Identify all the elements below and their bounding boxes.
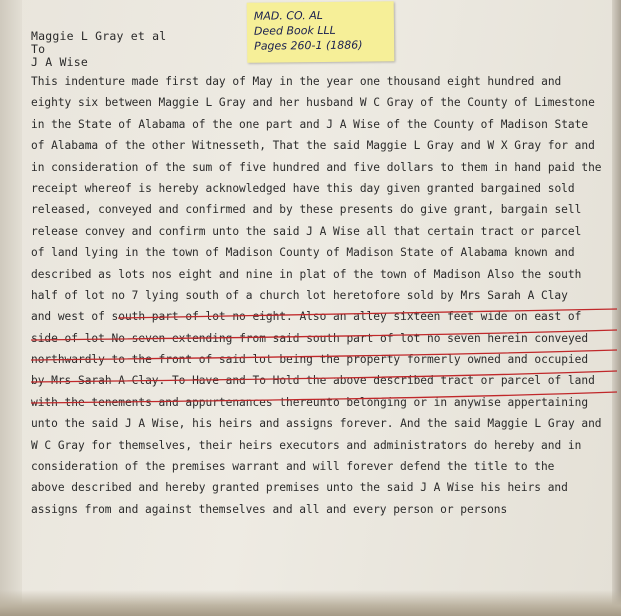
deed-line: This indenture made first day of May in the year one thousand eight hundred and <box>31 75 562 88</box>
grantor-heading: Maggie L Gray et al <box>31 29 167 43</box>
deed-line: consideration of the premises warrant and will forever defend the title to the <box>31 460 555 474</box>
deed-line: above described and hereby granted premises unto the said J A Wise his heirs and <box>31 481 568 495</box>
deed-line: released, conveyed and confirmed and by these presents do give grant, bargain sell <box>31 203 582 217</box>
deed-line: with the tenements and appurtenances thereunto belonging or in anywise appertaining <box>31 395 589 409</box>
deed-line: side of lot No seven extending from said south part of lot no seven herein conveyed <box>31 331 589 345</box>
deed-line: assigns from and against themselves and all and every person or persons <box>31 502 508 516</box>
deed-line: unto the said J A Wise, his heirs and assigns forever. And the said Maggie L Gray and <box>31 417 602 431</box>
deed-line: W C Gray for themselves, their heirs executors and administrators do hereby and in <box>31 438 582 452</box>
deed-line: eighty six between Maggie L Gray and her husband W C Gray of the County of Limestone <box>31 96 595 110</box>
sticky-note <box>247 1 395 63</box>
page-binding <box>0 0 22 616</box>
deed-line: release convey and confirm unto the said J A Wise all that certain tract or parcel <box>31 224 582 238</box>
deed-line: northwardly to the front of said lot being the property formerly owned and occupied <box>31 353 589 367</box>
grantee-heading: J A Wise <box>31 55 88 69</box>
deed-line: in the State of Alabama of the one part and J A Wise of the County of Madison State <box>31 117 589 131</box>
deed-line: and west of south part of lot no eight. Also an alley sixteen feet wide on east of <box>31 310 582 324</box>
deed-body <box>31 71 616 520</box>
deed-line: receipt whereof is hereby acknowledged have this day given granted bargained sold <box>31 181 575 195</box>
to-heading: To <box>31 42 46 56</box>
deed-line: of land lying in the town of Madison County of Madison State of Alabama known and <box>31 246 575 260</box>
deed-line: half of lot no 7 lying south of a church lot heretofore sold by Mrs Sarah A Clay <box>31 288 568 302</box>
sticky-note-line-3: Pages 260-1 (1886) <box>254 38 363 53</box>
deed-line: in consideration of the sum of five hundred and five dollars to them in hand paid the <box>31 160 602 174</box>
sticky-note-line-2: Deed Book LLL <box>253 23 336 38</box>
page-bottom-shadow <box>0 590 621 616</box>
deed-line: of Alabama of the other Witnesseth, That the said Maggie L Gray and W X Gray for and <box>31 139 595 153</box>
deed-line: described as lots nos eight and nine in plat of the town of Madison Also the south <box>31 267 582 281</box>
deed-line: by Mrs Sarah A Clay. To Have and To Hold the above described tract or parcel of land <box>31 374 595 388</box>
sticky-note-line-1: MAD. CO. AL <box>253 8 323 23</box>
